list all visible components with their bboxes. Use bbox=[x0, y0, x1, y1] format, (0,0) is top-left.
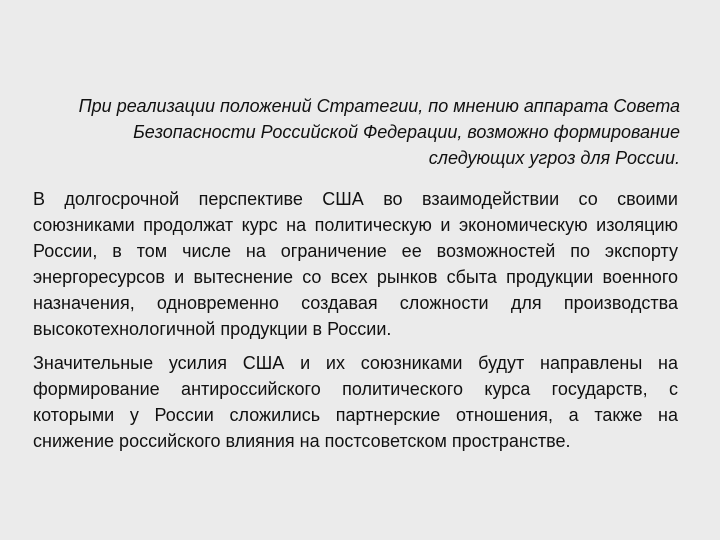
paragraph-influence: Значительные усилия США и их союзниками будут направлены на формирование антироссийского политического курса государств, с которыми у России сложились партнерские отношения, а также на снижение российского влияния на постсоветском пространстве. bbox=[33, 353, 678, 451]
paragraph-isolation: В долгосрочной перспективе США во взаимодействии со своими союзниками продолжат курс на политическую и экономическую изоляцию России, в том числе на ограничение ее возможностей по экспорту энергоресурсов и вытеснение со всех рынков сбыта продукции военного назначения, одновременно создавая сложности для производства высокотехнологичной продукции в России. bbox=[33, 189, 678, 339]
intro-text: При реализации положений Стратегии, по мнению аппарата Совета Безопасности Российской Федерации, возможно формирование следующих угроз для России. bbox=[78, 96, 680, 168]
